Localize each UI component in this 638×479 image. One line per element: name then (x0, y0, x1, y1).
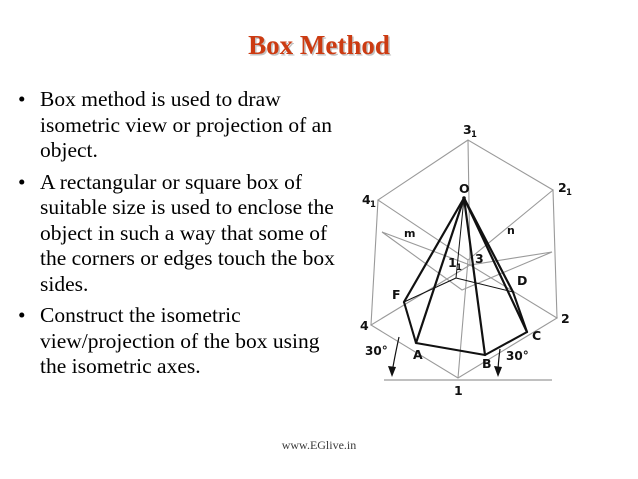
bullet-marker-icon: • (18, 169, 26, 194)
label-hex-a: A (413, 347, 423, 362)
label-base-right: 2 (561, 311, 570, 326)
label-angle-right: 30° (506, 349, 529, 363)
bullet-marker-icon: • (18, 87, 26, 111)
label-mid-right: n (507, 224, 515, 237)
bullet-list (12, 87, 342, 386)
label-hex-d: D (517, 273, 528, 288)
list-item (12, 87, 342, 164)
list-item (12, 170, 342, 298)
hexagon-edge-fa (404, 302, 416, 343)
label-apex: O (459, 181, 470, 196)
label-hex-c: C (532, 328, 542, 343)
label-top-left-subscript: 1 (370, 200, 376, 210)
box-vertical-edge-right (553, 190, 557, 318)
label-mid-rear: 3 (475, 251, 484, 266)
isometric-box-diagram (352, 112, 638, 402)
box-vertical-edge-left (371, 200, 378, 325)
box-construction-lines (371, 140, 557, 378)
list-item-text: A rectangular or square box of suitable size is used to enclose the object in such a way that some of the corners or edges touch the box sides. (40, 169, 335, 296)
hexagon-front-edges (416, 292, 527, 355)
label-hex-b: B (482, 356, 492, 371)
label-angle-left: 30° (365, 344, 388, 358)
label-base-front: 1 (454, 383, 463, 398)
bullet-marker-icon: • (18, 303, 26, 327)
angle-arrowhead-right (494, 366, 502, 377)
box-vertical-edge-front (458, 260, 468, 378)
label-mid-front-subscript: 1 (456, 263, 462, 273)
label-mid-front: 1 (448, 255, 457, 270)
label-top-right: 2 (558, 180, 567, 195)
page-title: Box Method (248, 30, 390, 60)
box-bottom-face (371, 265, 557, 378)
list-item (12, 303, 342, 380)
list-item-text: Box method is used to draw isometric view or projection of an object. (40, 87, 332, 162)
label-mid-left: m (404, 227, 416, 240)
label-top-rear-subscript: 1 (471, 130, 477, 140)
label-top-left: 4 (362, 192, 371, 207)
vertex-markers (462, 196, 466, 200)
label-top-right-subscript: 1 (566, 188, 572, 198)
label-base-left: 4 (360, 318, 369, 333)
angle-indicator-left (388, 337, 399, 377)
footer-watermark: www.EGlive.in (281, 438, 357, 452)
pyramid-slant-edges (404, 198, 527, 355)
vertex-dot-apex (462, 196, 466, 200)
list-item-text: Construct the isometric view/projection of the box using the isometric axes. (40, 303, 320, 378)
angle-arrowhead-left (388, 366, 396, 377)
label-top-rear: 3 (463, 122, 472, 137)
label-hex-f: F (392, 287, 401, 302)
